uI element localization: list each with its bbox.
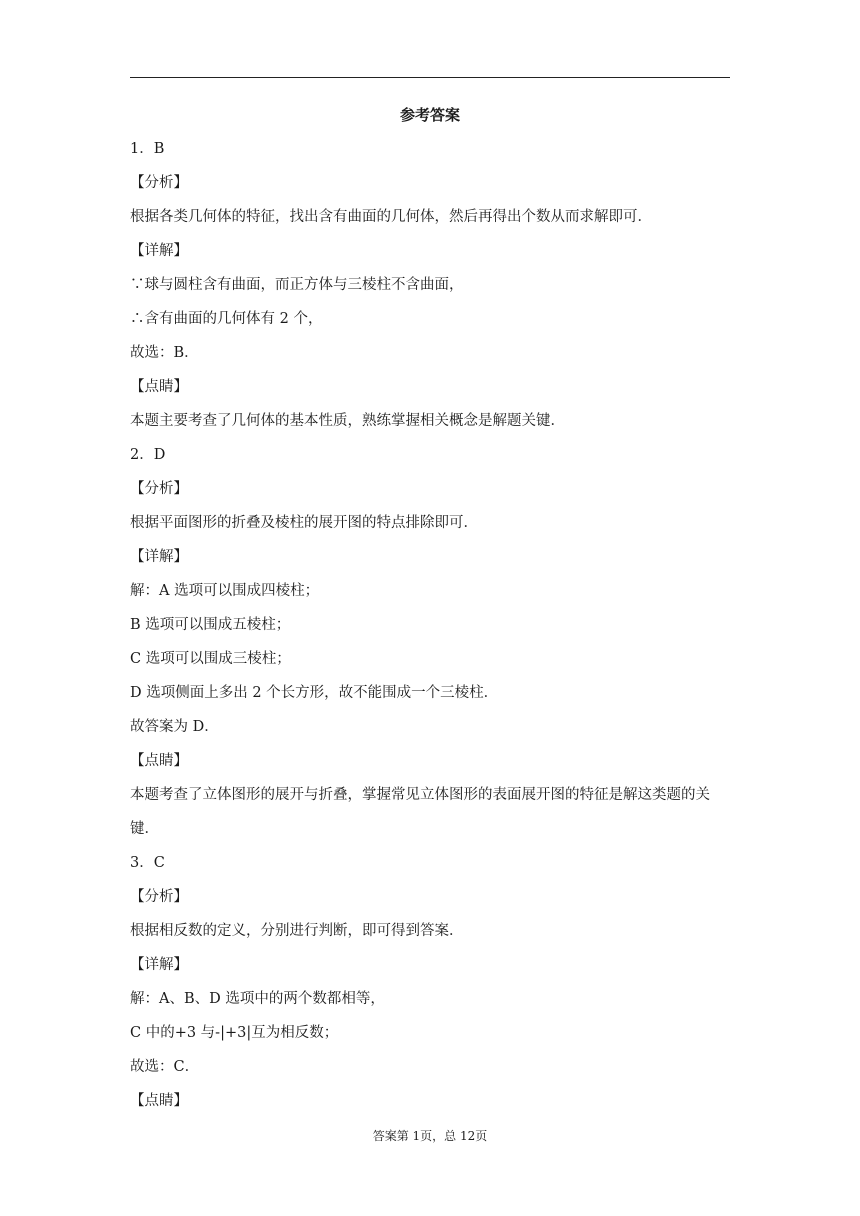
analysis-text: 根据平面图形的折叠及棱柱的展开图的特点排除即可． (130, 515, 478, 531)
answer-number-2: 2．D (130, 447, 166, 463)
section-heading-detail: 【详解】 (130, 549, 188, 565)
answer-choice: 故答案为 D． (130, 719, 219, 735)
section-heading-comment: 【点睛】 (130, 753, 188, 769)
detail-text: B 选项可以围成五棱柱； (130, 617, 291, 633)
section-heading-detail: 【详解】 (130, 957, 188, 973)
answer-number-3: 3．C (130, 855, 165, 871)
page-footer: 答案第 1页，总 12页 (372, 1129, 488, 1143)
detail-text: 解：A 选项可以围成四棱柱； (130, 583, 320, 599)
detail-text: C 选项可以围成三棱柱； (130, 651, 291, 667)
detail-text: ∴含有曲面的几何体有 2 个， (130, 311, 323, 327)
detail-text: C 中的+3 与-|+3|互为相反数； (130, 1025, 339, 1041)
section-heading-detail: 【详解】 (130, 243, 188, 259)
comment-text-continued: 键． (130, 821, 159, 837)
comment-text: 本题考查了立体图形的展开与折叠，掌握常见立体图形的表面展开图的特征是解这类题的关 (130, 787, 710, 803)
detail-text: D 选项侧面上多出 2 个长方形，故不能围成一个三棱柱． (130, 685, 499, 701)
header-rule (130, 77, 730, 78)
analysis-text: 根据相反数的定义，分别进行判断，即可得到答案． (130, 923, 464, 939)
section-heading-comment: 【点睛】 (130, 1093, 188, 1109)
section-heading-analysis: 【分析】 (130, 889, 188, 905)
section-heading-analysis: 【分析】 (130, 481, 188, 497)
page-title: 参考答案 (399, 106, 460, 124)
detail-text: ∵球与圆柱含有曲面，而正方体与三棱柱不含曲面， (130, 277, 464, 293)
answer-choice: 故选：B． (130, 345, 199, 361)
comment-text: 本题主要考查了几何体的基本性质，熟练掌握相关概念是解题关键． (130, 413, 565, 429)
section-heading-analysis: 【分析】 (130, 175, 188, 191)
answer-body (130, 132, 735, 1118)
detail-text: 解：A、B、D 选项中的两个数都相等， (130, 991, 385, 1007)
section-heading-comment: 【点睛】 (130, 379, 188, 395)
analysis-text: 根据各类几何体的特征，找出含有曲面的几何体，然后再得出个数从而求解即可． (130, 209, 652, 225)
answer-number-1: 1．B (130, 141, 165, 157)
answer-choice: 故选：C． (130, 1059, 200, 1075)
